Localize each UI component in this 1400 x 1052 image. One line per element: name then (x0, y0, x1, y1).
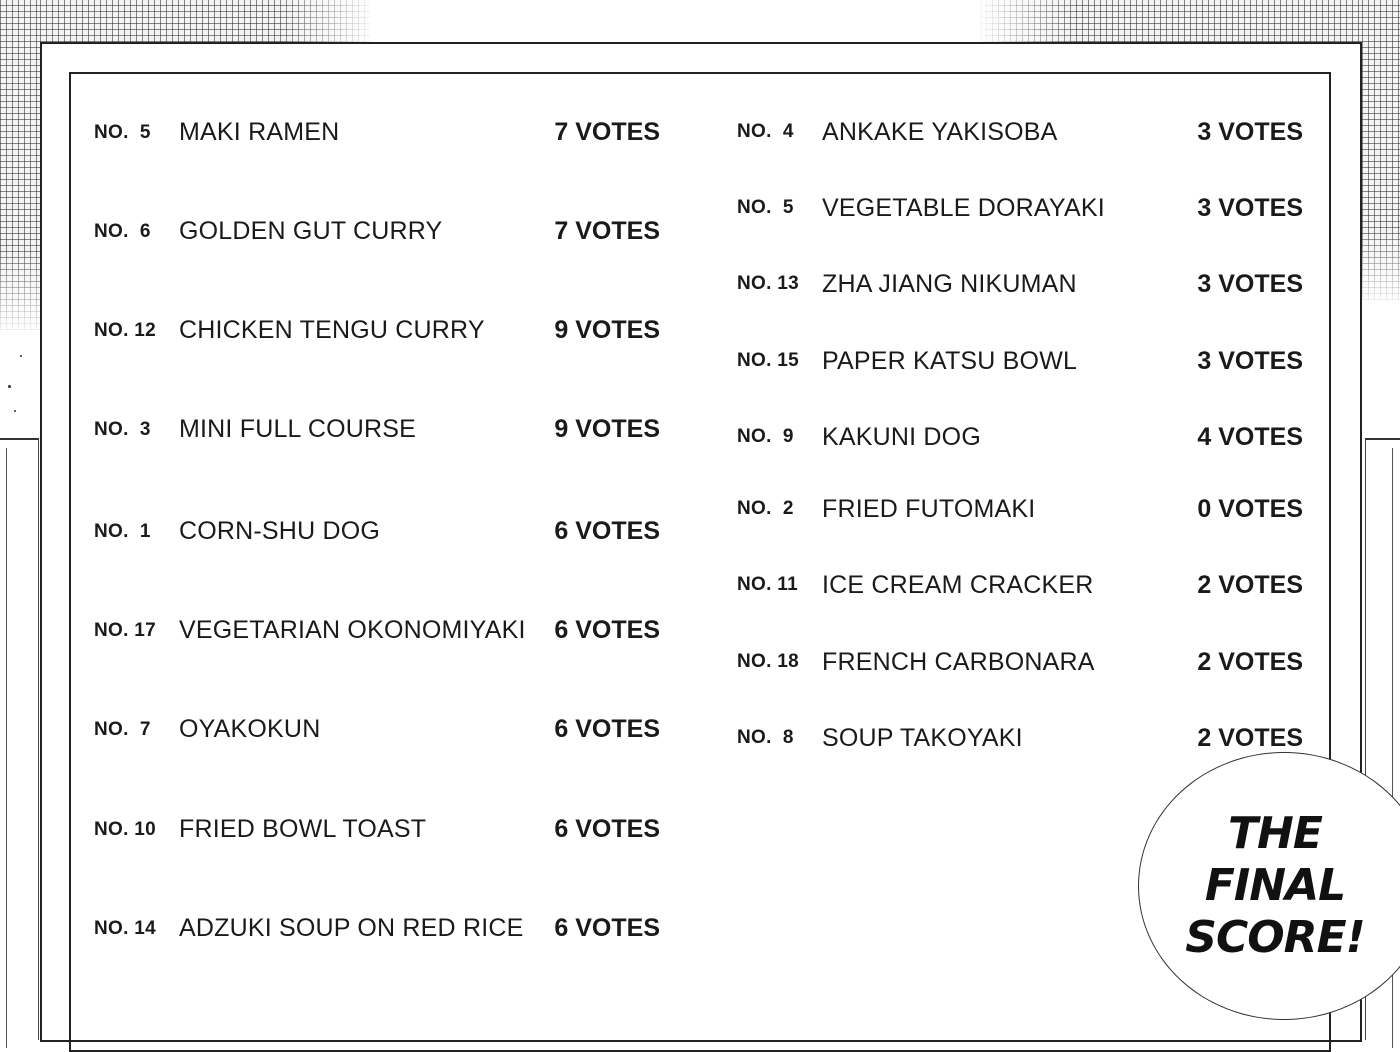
entry-number: NO. 9 (737, 426, 794, 447)
bubble-line: FINAL (1204, 860, 1346, 911)
entry-number: NO. 15 (737, 350, 799, 371)
vote-count: 3 VOTES (1197, 118, 1303, 146)
hatch-fade (975, 0, 1075, 42)
entry-number: NO. 18 (737, 651, 799, 672)
entry-number: NO. 12 (94, 320, 156, 341)
entry-number: NO. 2 (737, 498, 794, 519)
vote-count: 9 VOTES (554, 415, 660, 443)
entry-number: NO. 5 (737, 197, 794, 218)
side-panel-line (6, 448, 7, 1048)
dish-name: OYAKOKUN (179, 715, 321, 743)
bubble-line: SCORE! (1185, 912, 1365, 963)
dish-name: SOUP TAKOYAKI (822, 724, 1023, 752)
vote-count: 2 VOTES (1197, 648, 1303, 676)
entry-number: NO. 17 (94, 620, 156, 641)
speech-bubble-text (1175, 808, 1375, 964)
vote-count: 2 VOTES (1197, 724, 1303, 752)
entry-number: NO. 4 (737, 121, 794, 142)
dish-name: ICE CREAM CRACKER (822, 571, 1094, 599)
vote-count: 0 VOTES (1197, 495, 1303, 523)
dish-name: FRIED FUTOMAKI (822, 495, 1036, 523)
vote-count: 4 VOTES (1197, 423, 1303, 451)
dish-name: FRIED BOWL TOAST (179, 815, 427, 843)
vote-count: 6 VOTES (554, 914, 660, 942)
dish-name: GOLDEN GUT CURRY (179, 217, 443, 245)
hatch-fade (0, 250, 40, 340)
vote-count: 6 VOTES (554, 616, 660, 644)
dish-name: CHICKEN TENGU CURRY (179, 316, 485, 344)
dish-name: KAKUNI DOG (822, 423, 981, 451)
vote-count: 9 VOTES (554, 316, 660, 344)
entry-number: NO. 5 (94, 122, 151, 143)
dish-name: ZHA JIANG NIKUMAN (822, 270, 1077, 298)
hatch-fade (1362, 230, 1400, 310)
vote-count: 6 VOTES (554, 517, 660, 545)
vote-count: 2 VOTES (1197, 571, 1303, 599)
dish-name: ADZUKI SOUP ON RED RICE (179, 914, 524, 942)
dish-name: CORN-SHU DOG (179, 517, 381, 545)
hatch-fade (280, 0, 380, 42)
speck (14, 410, 16, 412)
dish-name: MAKI RAMEN (179, 118, 340, 146)
entry-number: NO. 11 (737, 574, 798, 595)
dish-name: PAPER KATSU BOWL (822, 347, 1078, 375)
entry-number: NO. 1 (94, 521, 151, 542)
dish-name: MINI FULL COURSE (179, 415, 417, 443)
dish-name: VEGETARIAN OKONOMIYAKI (179, 616, 526, 644)
vote-count: 7 VOTES (554, 118, 660, 146)
vote-count: 6 VOTES (554, 815, 660, 843)
vote-count: 3 VOTES (1197, 194, 1303, 222)
dish-name: FRENCH CARBONARA (822, 648, 1095, 676)
vote-count: 7 VOTES (554, 217, 660, 245)
entry-number: NO. 13 (737, 273, 799, 294)
entry-number: NO. 14 (94, 918, 156, 939)
bubble-line: THE (1228, 808, 1322, 859)
entry-number: NO. 10 (94, 819, 156, 840)
entry-number: NO. 3 (94, 419, 151, 440)
entry-number: NO. 8 (737, 727, 794, 748)
entry-number: NO. 6 (94, 221, 151, 242)
vote-count: 3 VOTES (1197, 347, 1303, 375)
dish-name: ANKAKE YAKISOBA (822, 118, 1058, 146)
entry-number: NO. 7 (94, 719, 151, 740)
dish-name: VEGETABLE DORAYAKI (822, 194, 1105, 222)
vote-count: 6 VOTES (554, 715, 660, 743)
speck (20, 355, 22, 357)
speck (8, 385, 11, 388)
vote-count: 3 VOTES (1197, 270, 1303, 298)
